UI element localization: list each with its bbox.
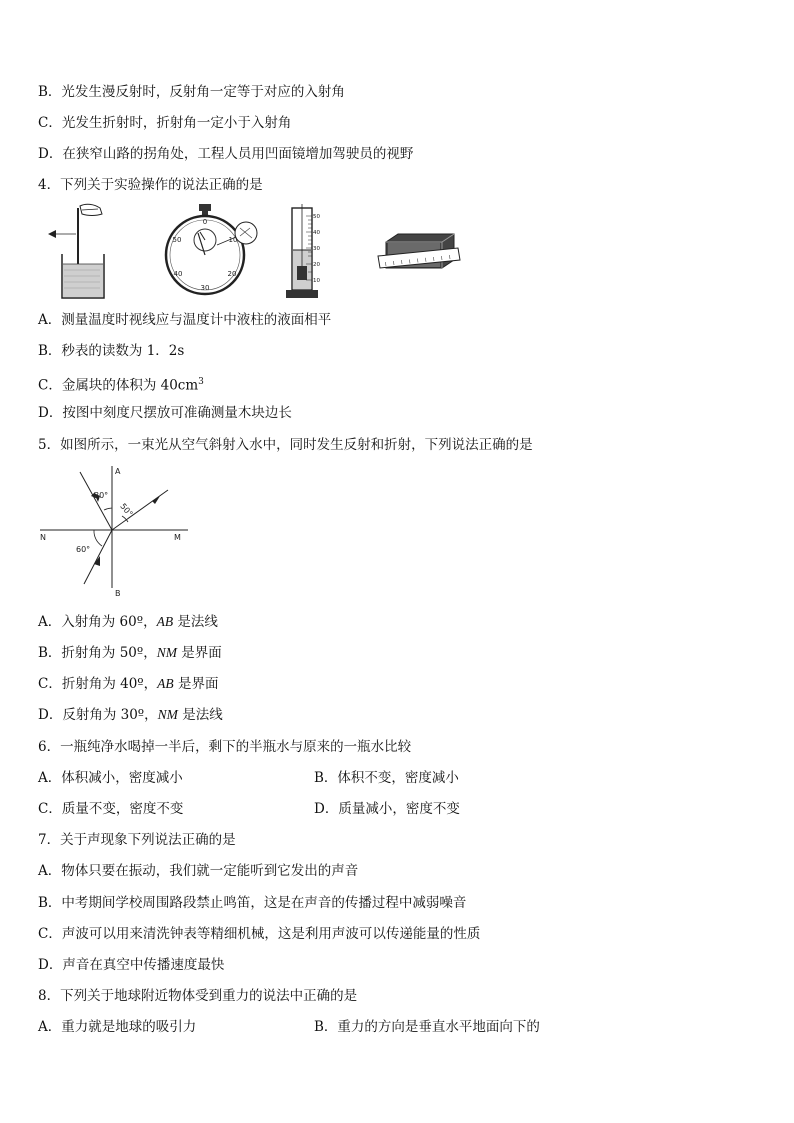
q6-option-d: D．质量减小，密度不变: [314, 801, 460, 817]
refraction-diagram: [34, 460, 194, 600]
thermometer-beaker-figure: [42, 200, 112, 304]
stopwatch-figure: [154, 200, 260, 296]
stopwatch-label-40: 40: [173, 270, 183, 278]
cylinder-label-40: 40: [313, 230, 320, 236]
q8-option-a: A．重力就是地球的吸引力: [38, 1019, 197, 1035]
angle-50: 50°: [118, 501, 135, 519]
q6-option-b: B．体积不变，密度减小: [314, 770, 459, 786]
q3-option-d: D．在狭窄山路的拐角处，工程人员用凹面镜增加驾驶员的视野: [38, 146, 414, 162]
q7-stem: 7．关于声现象下列说法正确的是: [38, 832, 236, 848]
cylinder-label-10: 10: [313, 278, 320, 284]
cylinder-label-30: 30: [313, 246, 320, 252]
q6-option-c: C．质量不变，密度不变: [38, 801, 184, 817]
cylinder-label-50: 50: [313, 214, 320, 220]
q5-d-em: NM: [157, 707, 178, 722]
label-n: N: [40, 533, 46, 542]
q5-b-em: NM: [156, 645, 177, 660]
q5-option-a: [38, 613, 218, 631]
q7-option-b: B．中考期间学校周围路段禁止鸣笛，这是在声音的传播过程中减弱噪音: [38, 895, 467, 911]
stopwatch-label-0: 0: [202, 218, 208, 226]
stopwatch-label-10: 10: [228, 236, 238, 244]
q5-option-b: [38, 644, 222, 662]
q3-option-b: B．光发生漫反射时，反射角一定等于对应的入射角: [38, 84, 345, 100]
label-b: B: [115, 589, 121, 598]
angle-30: 30°: [94, 491, 109, 500]
q5-option-d: [38, 706, 223, 724]
q4-option-b: B．秒表的读数为 1．2s: [38, 343, 185, 359]
stopwatch-label-20: 20: [227, 270, 237, 278]
ruler-block-figure: [376, 228, 462, 278]
label-a: A: [115, 467, 121, 476]
angle-60: 60°: [76, 545, 91, 554]
q3-option-c: C．光发生折射时，折射角一定小于入射角: [38, 115, 292, 131]
q5-c-post: 是界面: [173, 676, 219, 692]
q4-option-c-text: C．金属块的体积为 40cm: [38, 377, 199, 394]
q4-option-c-sup: 3: [198, 377, 204, 387]
stopwatch-label-30: 30: [200, 284, 210, 292]
stopwatch-label-50: 50: [172, 236, 182, 244]
q7-option-a: A．物体只要在振动，我们就一定能听到它发出的声音: [38, 863, 359, 879]
q5-c-em: AB: [157, 676, 174, 691]
q5-b-pre: B．折射角为 50º，: [38, 645, 157, 661]
q5-a-post: 是法线: [173, 614, 218, 630]
q5-stem: 5．如图所示，一束光从空气斜射入水中，同时发生反射和折射，下列说法正确的是: [38, 437, 533, 453]
q4-option-d: D．按图中刻度尺摆放可准确测量木块边长: [38, 405, 292, 421]
q8-stem: 8．下列关于地球附近物体受到重力的说法中正确的是: [38, 988, 358, 1004]
q8-option-b: B．重力的方向是垂直水平地面向下的: [314, 1019, 540, 1035]
q7-option-d: D．声音在真空中传播速度最快: [38, 957, 225, 973]
q5-option-c: [38, 675, 218, 693]
q4-stem: 4．下列关于实验操作的说法正确的是: [38, 177, 263, 193]
q7-option-c: C．声波可以用来清洗钟表等精细机械，这是利用声波可以传递能量的性质: [38, 926, 481, 942]
q5-a-pre: A．入射角为 60º，: [38, 614, 157, 630]
label-m: M: [174, 533, 181, 542]
q5-d-pre: D．反射角为 30º，: [38, 707, 158, 723]
cylinder-label-20: 20: [313, 262, 320, 268]
q5-d-post: 是法线: [177, 707, 223, 723]
graduated-cylinder-figure: [280, 204, 324, 302]
q5-a-em: AB: [156, 614, 174, 629]
q5-c-pre: C．折射角为 40º，: [38, 676, 158, 692]
q4-option-a: A．测量温度时视线应与温度计中液柱的液面相平: [38, 312, 332, 328]
q5-b-post: 是界面: [177, 645, 222, 661]
q6-option-a: A．体积减小，密度减小: [38, 770, 183, 786]
q6-stem: 6．一瓶纯净水喝掉一半后，剩下的半瓶水与原来的一瓶水比较: [38, 739, 412, 755]
q4-option-c: [38, 373, 204, 395]
